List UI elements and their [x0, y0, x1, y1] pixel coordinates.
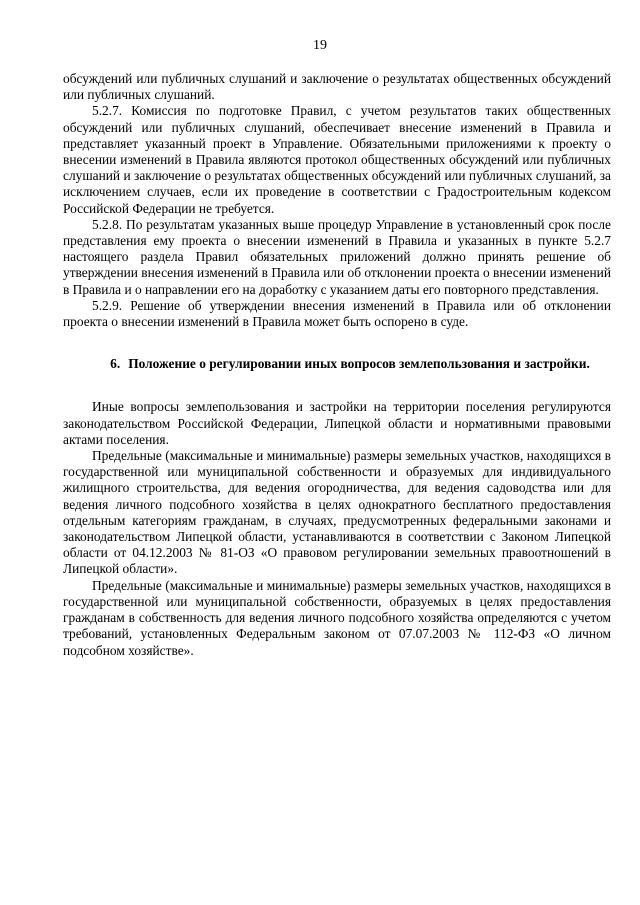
section-title: Положение о регулировании иных вопросов землепользования и застройки. [128, 356, 590, 372]
paragraph-5-2-8: 5.2.8. По результатам указанных выше процедур Управление в установленный срок после представления ему проекта о внесении изменений в Правила и указанных в пункте 5.2.7 настоящего раздела Правил обязательных приложений должно принять решение об утверждении внесения изменений в Правила или об отклонении проекта о внесении изменений в Правила и о направлении его на доработку с указанием даты его повторного представления. [63, 216, 611, 297]
paragraph-other-issues: Иные вопросы землепользования и застройки на территории поселения регулируются законодательством Российской Федерации, Липецкой области и нормативными правовыми актами поселения. [63, 399, 611, 447]
page-number: 19 [313, 38, 327, 53]
paragraph-plot-sizes-household: Предельные (максимальные и минимальные) размеры земельных участков, находящихся в государственной или муниципальной собственности, образуемых в целях предоставления гражданам в собственность для ведения личного подсобного хозяйства определяются с учетом требований, установленных Федеральным законом от 07.07.2003 № 112-ФЗ «О личном подсобном хозяйстве». [63, 577, 611, 658]
paragraph-continuation: обсуждений или публичных слушаний и заключение о результатах общественных обсуждений или публичных слушаний. [63, 71, 611, 103]
page-body [63, 71, 611, 659]
section-heading [63, 356, 611, 372]
paragraph-5-2-9: 5.2.9. Решение об утверждении внесения изменений в Правила или об отклонении проекта о внесении изменений в Правила может быть оспорено в суде. [63, 297, 611, 330]
paragraph-5-2-7: 5.2.7. Комиссия по подготовке Правил, с учетом результатов таких общественных обсуждений или публичных слушаний, обеспечивает внесение изменений в Правила и представляет указанный проект в Управление. Обязательными приложениями к проекту о внесении изменений в Правила являются протокол общественных обсуждений или публичных слушаний и заключение о результатах общественных обсуждений или публичных слушаний, за исключением случаев, если их проведение в соответствии с Градостроительным кодексом Российской Федерации не требуется. [63, 103, 611, 216]
paragraph-plot-sizes-free: Предельные (максимальные и минимальные) размеры земельных участков, находящихся в государственной или муниципальной собственности и образуемых для индивидуального жилищного строительства, для ведения огородничества, для ведения садоводства или для ведения личного подсобного хозяйства в целях однократного бесплатного предоставления отдельным категориям гражданам, в случаях, предусмотренных федеральными законами и законодательством Липецкой области, устанавливаются в соответствии с Законом Липецкой области от 04.12.2003 № 81-ОЗ «О правовом регулировании земельных правоотношений в Липецкой области». [63, 448, 611, 577]
section-number: 6. [110, 356, 121, 372]
